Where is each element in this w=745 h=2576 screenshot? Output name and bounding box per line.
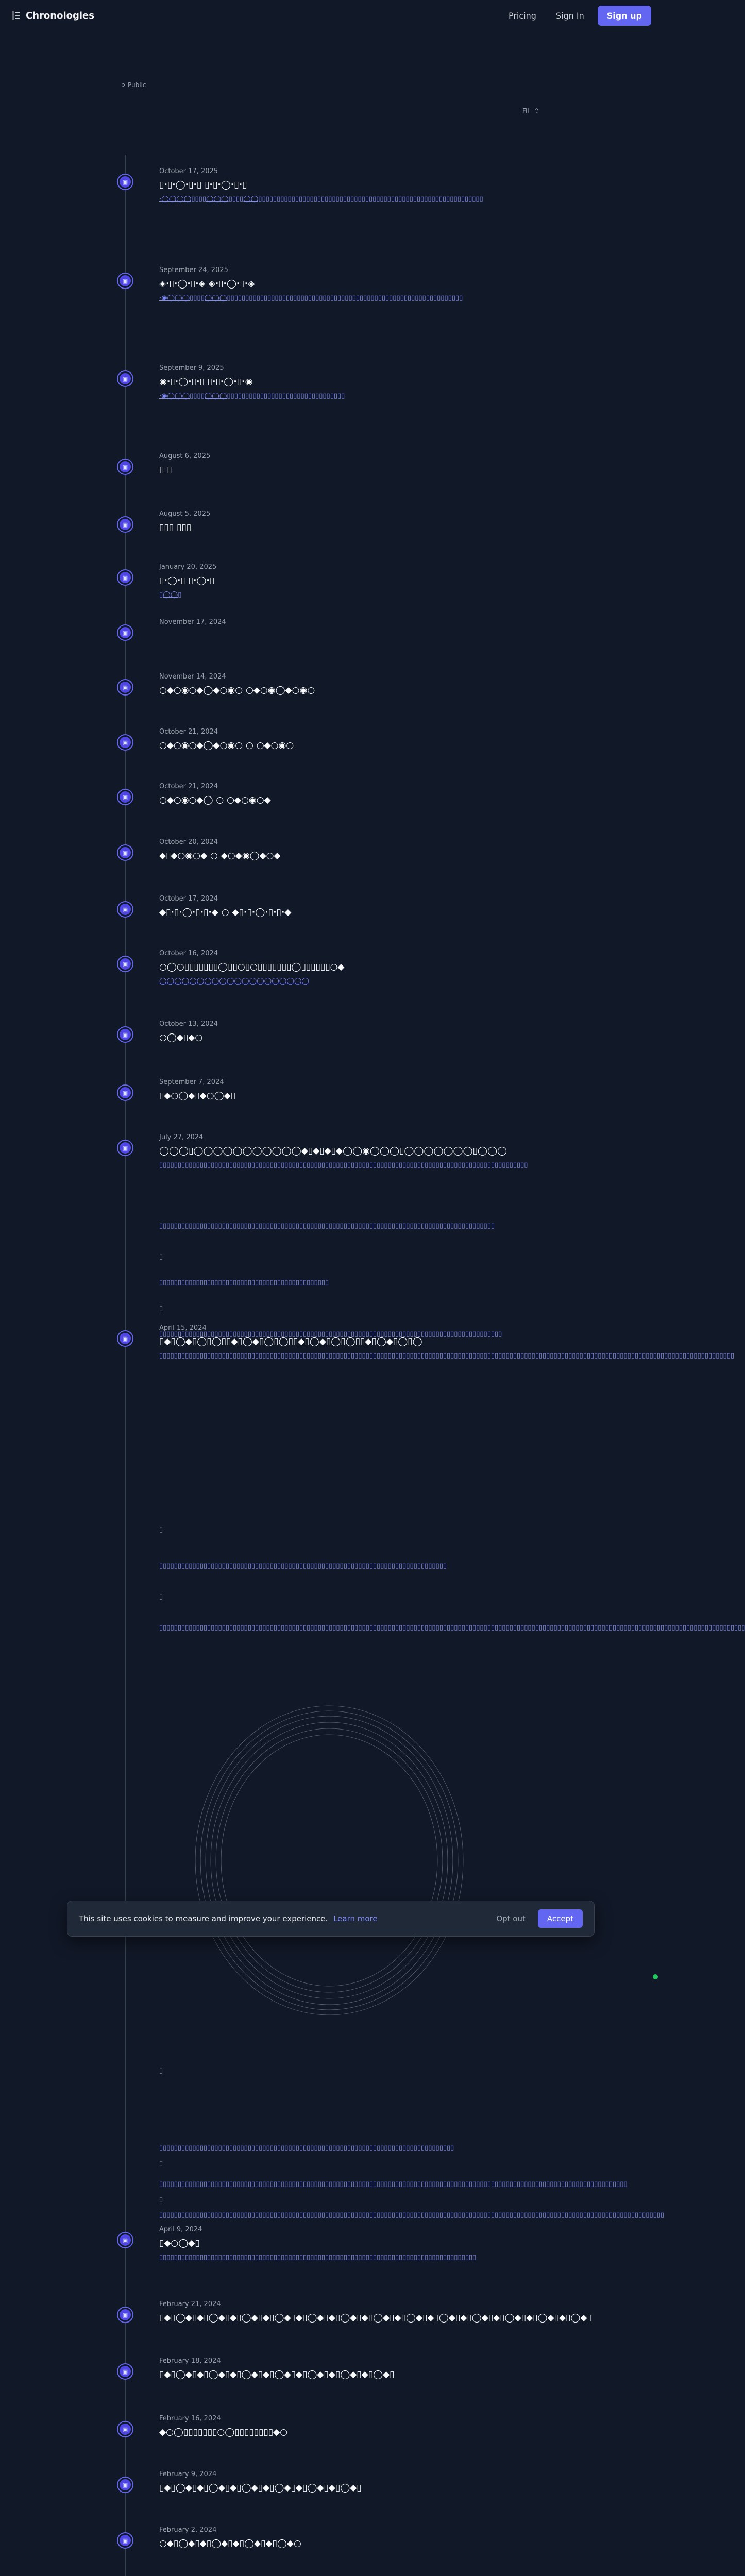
entry-title[interactable]: ◆▯◆○◉○◆ ○ ◆○◆◉◯◆○◆ xyxy=(159,851,281,861)
entry-paragraph[interactable]: ▯▯▯▯▯▯▯▯▯▯▯▯▯▯▯▯▯▯▯▯▯▯▯▯▯▯▯▯▯▯▯▯▯▯▯▯▯▯▯▯▯▯▯▯▯▯▯▯▯▯▯▯▯▯▯▯▯▯▯▯▯▯▯▯▯▯▯▯▯▯▯▯▯▯▯▯▯▯▯▯ xyxy=(159,2144,454,2152)
top-nav xyxy=(0,0,662,31)
entry-body[interactable]: ▯◯◯▯ xyxy=(159,591,182,599)
entry-paragraph[interactable]: ▯▯▯▯▯▯▯▯▯▯▯▯▯▯▯▯▯▯▯▯▯▯▯▯▯▯▯▯▯▯▯▯▯▯▯▯▯▯▯▯▯▯▯▯▯▯▯▯▯▯▯▯▯▯▯▯▯▯▯▯▯▯▯▯▯▯▯▯▯▯▯▯▯▯▯▯▯▯ xyxy=(159,1562,447,1570)
entry-marker-icon: ▣ xyxy=(118,570,132,585)
entry-date: October 13, 2024 xyxy=(159,1020,218,1028)
entry-marker-icon: ▣ xyxy=(118,1331,132,1346)
entry-title[interactable]: ○◆○◉○◆◯◆○◉○ ○◆○◉◯◆○◉○ xyxy=(159,685,315,696)
entry-marker-icon: ▣ xyxy=(118,1141,132,1155)
learn-more-link[interactable]: Learn more xyxy=(333,1914,378,1923)
signup-button[interactable]: Sign up xyxy=(598,6,651,26)
cookie-text: This site uses cookies to measure and improve your experience. xyxy=(79,1914,328,1923)
entry-marker-icon: ▣ xyxy=(118,1027,132,1042)
accept-button[interactable]: Accept xyxy=(538,1909,583,1928)
entry-marker-icon: ▣ xyxy=(118,680,132,694)
entry-marker-icon: ▣ xyxy=(118,371,132,386)
pricing-link[interactable]: Pricing xyxy=(508,10,536,21)
entry-body[interactable]: ▯▯▯▯▯▯▯▯▯▯▯▯▯▯▯▯▯▯▯▯▯▯▯▯▯▯▯▯▯▯▯▯▯▯▯▯▯▯▯▯▯▯▯▯▯▯▯▯▯▯▯▯▯▯▯▯▯▯▯▯▯▯▯▯▯▯▯▯▯▯▯▯▯▯▯▯▯▯▯▯▯▯▯▯▯▯▯▯▯▯▯▯▯▯▯▯▯▯▯▯▯▯▯▯▯▯▯▯▯▯▯▯▯▯▯▯▯▯▯▯▯▯▯▯▯▯▯▯▯▯▯▯▯▯▯▯▯▯▯▯▯▯▯▯▯▯▯▯▯▯▯▯▯▯▯▯ xyxy=(159,1352,734,1360)
entry-marker-icon: ▣ xyxy=(118,2308,132,2322)
entry-title[interactable]: ▯·◯·▯ ▯·◯·▯ xyxy=(159,575,215,586)
entry-paragraph: ▯ xyxy=(159,1526,163,1534)
timeline-logo-icon xyxy=(10,10,22,21)
entry-title[interactable]: ▯▯▯ ▯▯▯ xyxy=(159,522,192,533)
entry-title[interactable]: ▯◆○◯◆▯◆○◯◆▯ xyxy=(159,1091,236,1101)
entry-title[interactable]: ◆▯·▯·◯·▯·▯·◆ ○ ◆▯·▯·◯·▯·▯·◆ xyxy=(159,907,292,918)
entry-paragraph: ▯ xyxy=(159,1304,163,1312)
timeline-toolbar xyxy=(522,107,539,114)
entry-title[interactable]: ○◆○◉○◆◯ ○ ○◆○◉○◆ xyxy=(159,795,271,805)
entry-marker-icon: ▣ xyxy=(118,625,132,640)
entry-title[interactable]: ◆○◯▯▯▯▯▯▯▯○◯▯▯▯▯▯▯▯▯◆○ xyxy=(159,2427,288,2437)
entry-marker-icon: ▣ xyxy=(118,460,132,474)
entry-title[interactable]: ◉·▯·◯·▯·▯ ▯·▯·◯·▯·◉ xyxy=(159,377,253,387)
entry-paragraph[interactable]: ▯▯▯▯▯▯▯▯▯▯▯▯▯▯▯▯▯▯▯▯▯▯▯▯▯▯▯▯▯▯▯▯▯▯▯▯▯▯▯▯▯▯▯▯▯▯▯▯▯▯▯▯▯▯▯▯▯▯▯▯▯▯▯▯▯▯▯▯▯▯▯▯▯▯▯▯▯▯▯▯▯▯▯▯▯▯▯▯▯▯▯▯▯▯▯▯▯▯▯▯▯▯▯▯▯▯▯▯▯▯▯▯▯▯▯▯▯▯▯▯▯▯▯▯▯▯▯▯▯▯▯▯▯▯▯▯▯ xyxy=(159,2211,665,2219)
entry-date: October 17, 2025 xyxy=(159,167,218,175)
entry-marker-icon: ▣ xyxy=(118,790,132,804)
entry-date: September 7, 2024 xyxy=(159,1078,224,1086)
entry-paragraph[interactable]: ▯▯▯▯▯▯▯▯▯▯▯▯▯▯▯▯▯▯▯▯▯▯▯▯▯▯▯▯▯▯▯▯▯▯▯▯▯▯▯▯▯▯▯▯▯▯▯▯▯▯▯▯▯▯▯▯▯▯▯▯▯▯▯▯▯▯▯▯▯▯▯▯▯▯▯▯▯▯▯▯▯▯▯▯▯▯▯▯▯▯▯▯▯ xyxy=(159,1330,502,1338)
entry-paragraph: ▯ xyxy=(159,2196,163,2204)
entry-body[interactable]: ▯▯▯▯▯▯▯▯▯▯▯▯▯▯▯▯▯▯▯▯▯▯▯▯▯▯▯▯▯▯▯▯▯▯▯▯▯▯▯▯▯▯▯▯▯▯▯▯▯▯▯▯▯▯▯▯▯▯▯▯▯▯▯▯▯▯▯▯▯▯▯▯▯▯▯▯▯▯▯▯▯▯▯▯▯▯ xyxy=(159,2253,477,2261)
visibility-label: Public xyxy=(128,81,146,89)
entry-date: August 6, 2025 xyxy=(159,452,211,460)
entry-marker-icon: ▣ xyxy=(118,2478,132,2492)
entry-date: February 2, 2024 xyxy=(159,2526,217,2534)
entry-title[interactable]: ○◆▯◯◆▯◆▯◯◆▯◆▯◯◆▯◆▯◯◆○ xyxy=(159,2538,301,2549)
entry-date: July 27, 2024 xyxy=(159,1133,204,1141)
entry-title[interactable]: ▯·▯·◯·▯·▯ ▯·▯·◯·▯·▯ xyxy=(159,180,247,190)
entry-paragraph: ▯ xyxy=(159,2160,163,2167)
entry-title[interactable]: ○◯◆▯◆○ xyxy=(159,1032,203,1043)
breadcrumb xyxy=(122,81,146,89)
decorative-artwork xyxy=(180,1693,479,2028)
cookie-actions xyxy=(490,1909,583,1928)
entry-date: October 21, 2024 xyxy=(159,783,218,790)
entry-paragraph[interactable]: ▯▯▯▯▯▯▯▯▯▯▯▯▯▯▯▯▯▯▯▯▯▯▯▯▯▯▯▯▯▯▯▯▯▯▯▯▯▯▯▯▯▯▯▯▯▯▯▯▯▯▯▯▯▯▯▯▯▯▯▯▯▯▯▯▯▯▯▯▯▯▯▯▯▯▯▯▯▯▯▯▯▯▯▯▯▯▯▯▯▯▯▯▯▯▯▯▯▯▯▯▯▯▯▯▯▯▯▯▯▯▯▯▯▯▯▯▯▯▯▯▯▯▯▯▯▯▯ xyxy=(159,2180,628,2188)
entry-date: November 17, 2024 xyxy=(159,618,226,626)
entry-date: August 5, 2025 xyxy=(159,510,211,518)
entry-marker-icon: ▣ xyxy=(118,735,132,750)
signin-link[interactable]: Sign In xyxy=(555,10,584,21)
cookie-banner xyxy=(67,1901,595,1937)
entry-title[interactable]: ◈·▯·◯·▯·◈ ◈·▯·◯·▯·◈ xyxy=(159,279,255,289)
entry-title[interactable]: ▯◆▯◯◆▯◯▯◯▯▯◆▯◯◆▯◯▯◯▯▯◆▯◯◆▯◯▯◯▯▯◆▯◯◆▯◯▯◯ xyxy=(159,1336,422,1347)
entry-marker-icon: ▣ xyxy=(118,274,132,288)
entry-body[interactable]: ‧◉◯◯◯▯▯▯▯◯◯◯▯▯▯▯▯▯▯▯▯▯▯▯▯▯▯▯▯▯▯▯▯▯▯▯▯▯▯▯▯▯▯▯ xyxy=(159,392,345,400)
entry-date: February 18, 2024 xyxy=(159,2357,221,2365)
entry-date: September 9, 2025 xyxy=(159,364,224,372)
entry-date: February 16, 2024 xyxy=(159,2415,221,2422)
brand[interactable] xyxy=(10,10,94,21)
entry-date: October 20, 2024 xyxy=(159,838,218,846)
entry-marker-icon: ▣ xyxy=(118,2364,132,2379)
entry-title[interactable]: ○◯○▯▯▯▯▯▯▯◯▯▯○▯○▯▯▯▯▯▯▯◯▯▯▯▯▯▯○◆ xyxy=(159,962,345,972)
entry-marker-icon: ▣ xyxy=(118,2533,132,2548)
entry-date: September 24, 2025 xyxy=(159,266,228,274)
entry-paragraph: ▯ xyxy=(159,1593,163,1601)
entry-marker-icon: ▣ xyxy=(118,2422,132,2436)
nav-links xyxy=(502,6,651,26)
opt-out-button[interactable]: Opt out xyxy=(496,1914,526,1923)
status-indicator xyxy=(653,1974,658,1979)
entry-date: April 15, 2024 xyxy=(159,1324,207,1332)
entry-title[interactable]: ○◆○◉○◆◯◆○◉○ ○ ○◆○◉○ xyxy=(159,740,294,751)
entry-title[interactable]: ▯◆▯◯◆▯◆▯◯◆▯◆▯◯◆▯◆▯◯◆▯◆▯◯◆▯◆▯◯◆▯ xyxy=(159,2483,362,2493)
entry-marker-icon: ▣ xyxy=(118,2233,132,2247)
entry-marker-icon: ▣ xyxy=(118,175,132,189)
entry-marker-icon: ▣ xyxy=(118,957,132,971)
entry-marker-icon: ▣ xyxy=(118,1086,132,1100)
entry-body[interactable]: ◯◯◯◯◯◯◯◯◯◯◯◯◯◯◯◯◯◯◯◯ xyxy=(159,977,309,985)
brand-name: Chronologies xyxy=(26,10,94,21)
entry-paragraph: ▯ xyxy=(159,1253,163,1261)
entry-paragraph[interactable]: ▯▯▯▯▯▯▯▯▯▯▯▯▯▯▯▯▯▯▯▯▯▯▯▯▯▯▯▯▯▯▯▯▯▯▯▯▯▯▯▯▯▯▯▯▯▯ xyxy=(159,1279,329,1286)
entry-date: April 9, 2024 xyxy=(159,2226,202,2233)
entry-title[interactable]: ▯◆▯◯◆▯◆▯◯◆▯◆▯◯◆▯◆▯◯◆▯◆▯◯◆▯◆▯◯◆▯◆▯◯◆▯◆▯◯◆▯◆▯◯◆▯◆▯◯◆▯◆▯◯◆▯◆▯◯◆▯◆▯◯◆▯ xyxy=(159,2313,592,2323)
share-icon[interactable]: ⇪ xyxy=(534,107,539,114)
entry-date: October 16, 2024 xyxy=(159,950,218,957)
entry-date: February 9, 2024 xyxy=(159,2470,217,2478)
filter-button[interactable]: Fil xyxy=(522,107,529,114)
entry-marker-icon: ▣ xyxy=(118,902,132,917)
entry-marker-icon: ▣ xyxy=(118,845,132,860)
visibility-icon xyxy=(122,83,125,87)
entry-date: February 21, 2024 xyxy=(159,2300,221,2308)
entry-date: October 21, 2024 xyxy=(159,728,218,736)
entry-body[interactable]: ‧◉◯◯◯▯▯▯▯◯◯◯▯▯▯▯▯▯▯▯▯▯▯▯▯▯▯▯▯▯▯▯▯▯▯▯▯▯▯▯▯▯▯▯▯▯▯▯▯▯▯▯▯▯▯▯▯▯▯▯▯▯▯▯▯▯▯▯▯▯▯▯▯▯▯▯ xyxy=(159,294,463,302)
entry-date: October 17, 2024 xyxy=(159,895,218,903)
entry-title[interactable]: ▯ ▯ xyxy=(159,465,172,475)
entry-marker-icon: ▣ xyxy=(118,517,132,532)
entry-paragraph[interactable]: ▯▯▯▯▯▯▯▯▯▯▯▯▯▯▯▯▯▯▯▯▯▯▯▯▯▯▯▯▯▯▯▯▯▯▯▯▯▯▯▯▯▯▯▯▯▯▯▯▯▯▯▯▯▯▯▯▯▯▯▯▯▯▯▯▯▯▯▯▯▯▯▯▯▯▯▯▯▯▯▯▯▯▯▯▯▯▯▯▯▯▯▯▯▯▯▯▯▯▯▯▯▯▯▯▯▯▯▯▯▯▯▯▯▯▯▯▯▯▯▯▯▯▯▯▯▯▯▯▯▯▯▯▯▯▯▯▯▯▯▯▯▯▯▯▯▯▯▯▯▯▯▯▯▯▯▯▯▯▯ xyxy=(159,1624,745,1632)
entry-date: January 20, 2025 xyxy=(159,563,217,571)
entry-body[interactable]: ‧◯◯◯◯▯▯▯▯◯◯◯▯▯▯▯◯◯▯▯▯▯▯▯▯▯▯▯▯▯▯▯▯▯▯▯▯▯▯▯▯▯▯▯▯▯▯▯▯▯▯▯▯▯▯▯▯▯▯▯▯▯▯▯▯▯▯▯▯▯▯▯▯▯▯▯▯▯▯ xyxy=(159,195,483,203)
entry-body[interactable]: ▯▯▯▯▯▯▯▯▯▯▯▯▯▯▯▯▯▯▯▯▯▯▯▯▯▯▯▯▯▯▯▯▯▯▯▯▯▯▯▯▯▯▯▯▯▯▯▯▯▯▯▯▯▯▯▯▯▯▯▯▯▯▯▯▯▯▯▯▯▯▯▯▯▯▯▯▯▯▯▯▯▯▯▯▯▯▯▯▯▯▯▯▯▯▯▯▯▯▯▯ xyxy=(159,1161,528,1169)
entry-paragraph[interactable]: ▯▯▯▯▯▯▯▯▯▯▯▯▯▯▯▯▯▯▯▯▯▯▯▯▯▯▯▯▯▯▯▯▯▯▯▯▯▯▯▯▯▯▯▯▯▯▯▯▯▯▯▯▯▯▯▯▯▯▯▯▯▯▯▯▯▯▯▯▯▯▯▯▯▯▯▯▯▯▯▯▯▯▯▯▯▯▯▯▯▯▯ xyxy=(159,1222,495,1230)
entry-paragraph: ▯ xyxy=(159,2067,163,2075)
entry-title[interactable]: ◯◯◯▯◯◯◯◯◯◯◯◯◯◯◯◆▯◆▯◆▯◆◯◯◉◯◯◯▯◯◯◯◯◯◯◯▯◯◯◯ xyxy=(159,1146,507,1156)
entry-date: November 14, 2024 xyxy=(159,673,226,681)
cookie-message xyxy=(79,1914,378,1923)
entry-title[interactable]: ▯◆○◯◆▯ xyxy=(159,2238,200,2248)
entry-title[interactable]: ▯◆▯◯◆▯◆▯◯◆▯◆▯◯◆▯◆▯◯◆▯◆▯◯◆▯◆▯◯◆▯◆▯◯◆▯ xyxy=(159,2369,395,2380)
